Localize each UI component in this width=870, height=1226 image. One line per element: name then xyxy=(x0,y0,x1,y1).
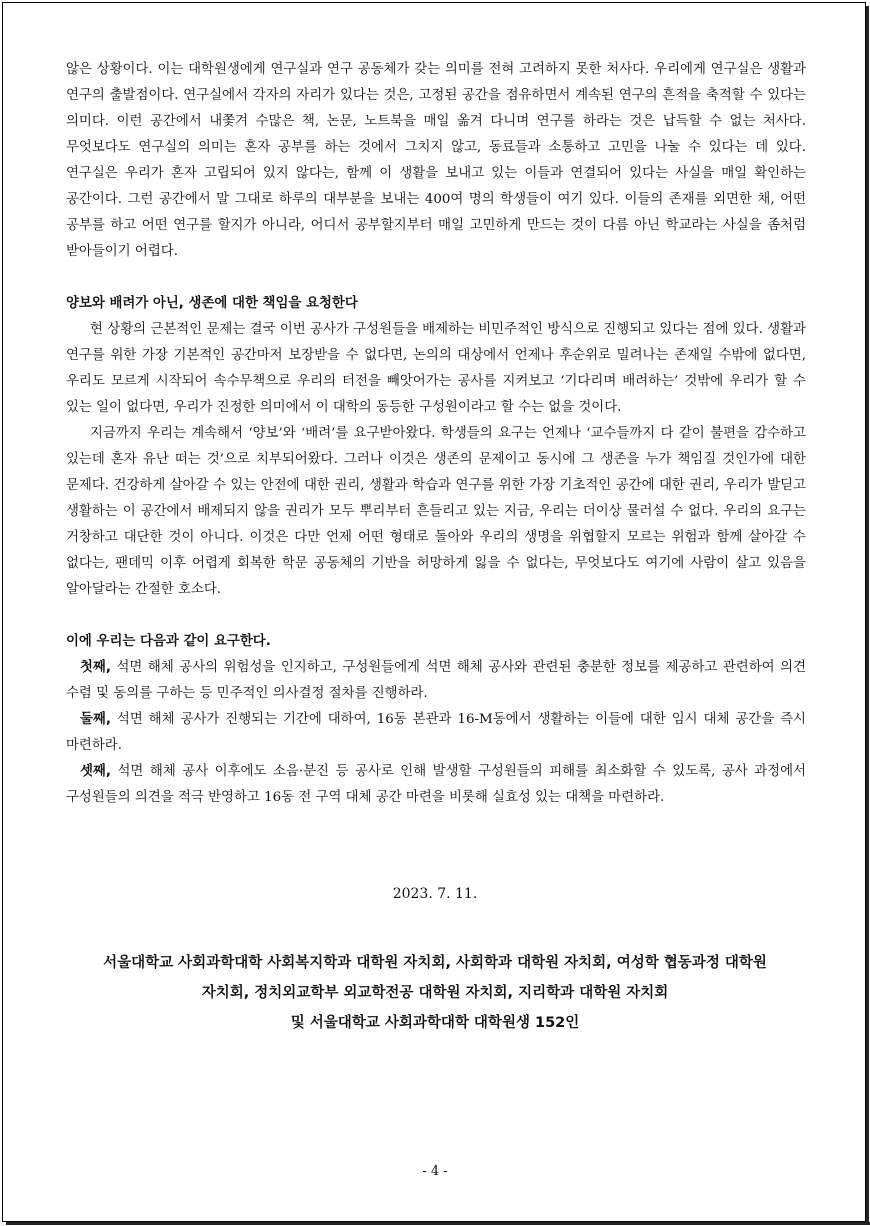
section-heading-responsibility: 양보와 배려가 아닌, 생존에 대한 책임을 요청한다 xyxy=(66,296,358,311)
demand-lead-2: 둘째, xyxy=(80,712,111,727)
intro-paragraph: 않은 상황이다. 이는 대학원생에게 연구실과 연구 공동체가 갖는 의미를 전혀 고려하지 못한 처사다. 우리에게 연구실은 생활과 연구의 출발점이다. 연구실에서 각자의 자리가 있다는 것은, 고정된 공간을 점유하면서 계속된 연구의 흔적을 축적할 수 있다는 의미다. 이런 공간에서 내쫓겨 수많은 책, 논문, 노트북을 매일 옮겨 다니며 연구를 하라는 것은 납득할 수 없는 처사다. 무엇보다도 연구실의 의미는 혼자 공부를 하는 것에서 그치지 않고, 동료들과 소통하고 고민을 나눌 수 있다는 데 있다. 연구실은 우리가 혼자 고립되어 있지 않다는, 함께 이 생활을 보내고 있는 이들과 연결되어 있다는 사실을 매일 확인하는 공간이다. 그런 공간에서 말 그대로 하루의 대부분을 보내는 400여 명의 학생들이 여기 있다. 이들의 존재를 외면한 채, 어떤 공부를 하고 어떤 연구를 할지가 아니라, 어디서 공부할지부터 매일 고민하게 만드는 것이 다름 아닌 학교라는 사실을 좀처럼 받아들이기 어렵다. xyxy=(66,62,806,259)
demand-item-1 xyxy=(66,655,806,707)
demand-lead-1: 첫째, xyxy=(80,660,111,675)
section1-paragraph-1: 현 상황의 근본적인 문제는 결국 이번 공사가 구성원들을 배제하는 비민주적인 방식으로 진행되고 있다는 점에 있다. 생활과 연구를 위한 가장 기본적인 공간마저 보장받을 수 없다면, 논의의 대상에서 언제나 후순위로 밀려나는 존재일 수밖에 없다면, 우리도 모르게 시작되어 속수무책으로 우리의 터전을 빼앗어가는 공사를 지켜보고 ‘기다리며 배려하는’ 것밖에 우리가 할 수 있는 일이 없다면, 우리가 진정한 의미에서 이 대학의 동등한 구성원이라고 할 수는 없을 것이다. xyxy=(66,322,806,415)
signatories-line-3: 및 서울대학교 사회과학대학 대학원생 152인 xyxy=(290,1015,580,1031)
statement-date: 2023. 7. 11. xyxy=(392,886,478,902)
section-heading-demands: 이에 우리는 다음과 같이 요구한다. xyxy=(66,634,271,649)
document-body xyxy=(66,57,806,811)
demand-text-3: 석면 해체 공사 이후에도 소음·분진 등 공사로 인해 발생할 구성원들의 피해를 최소화할 수 있도록, 공사 과정에서 구성원들의 의견을 적극 반영하고 16동 전 구역 대체 공간 마련을 비롯해 실효성 있는 대책을 마련하라. xyxy=(66,764,806,805)
demand-item-2 xyxy=(66,707,806,759)
demand-text-2: 석면 해체 공사가 진행되는 기간에 대하여, 16동 본관과 16-M동에서 생활하는 이들에 대한 임시 대체 공간을 즉시 마련하라. xyxy=(66,712,806,753)
signatories-line-2: 자치회, 정치외교학부 외교학전공 대학원 자치회, 지리학과 대학원 자치회 xyxy=(201,985,669,1001)
demand-lead-3: 셋째, xyxy=(80,764,111,779)
section1-paragraph-2: 지금까지 우리는 계속해서 ‘양보’와 ‘배려’를 요구받아왔다. 학생들의 요구는 언제나 ‘교수들까지 다 같이 불편을 감수하고 있는데 혼자 유난 떠는 것’으로 치부되어왔다. 그러나 이것은 생존의 문제이고 동시에 그 생존을 누가 책임질 것인가에 대한 문제다. 건강하게 살아갈 수 있는 안전에 대한 권리, 생활과 학습과 연구를 위한 가장 기초적인 공간에 대한 권리, 우리가 발딛고 생활하는 이 공간에서 배제되지 않을 권리가 모두 뿌리부터 흔들리고 있는 지금, 우리는 더이상 물러설 수 없다. 우리의 요구는 거창하고 대단한 것이 아니다. 이것은 다만 언제 어떤 형태로 돌아와 우리의 생명을 위협할지 모르는 위험과 함께 살아갈 수 없다는, 팬데믹 이후 어렵게 회복한 학문 공동체의 기반을 허망하게 잃을 수 없다는, 무엇보다도 여기에 사람이 살고 있음을 알아달라는 간절한 호소다. xyxy=(66,426,806,597)
page-number: - 4 - xyxy=(422,1164,448,1179)
demand-item-3 xyxy=(66,759,806,811)
signatories-block xyxy=(40,948,830,1038)
signatories-line-1: 서울대학교 사회과학대학 사회복지학과 대학원 자치회, 사회학과 대학원 자치회, 여성학 협동과정 대학원 xyxy=(103,955,767,971)
demand-text-1: 석면 해체 공사의 위험성을 인지하고, 구성원들에게 석면 해체 공사와 관련된 충분한 정보를 제공하고 관련하여 의견 수렴 및 동의를 구하는 등 민주적인 의사결정 절차를 진행하라. xyxy=(66,660,806,701)
